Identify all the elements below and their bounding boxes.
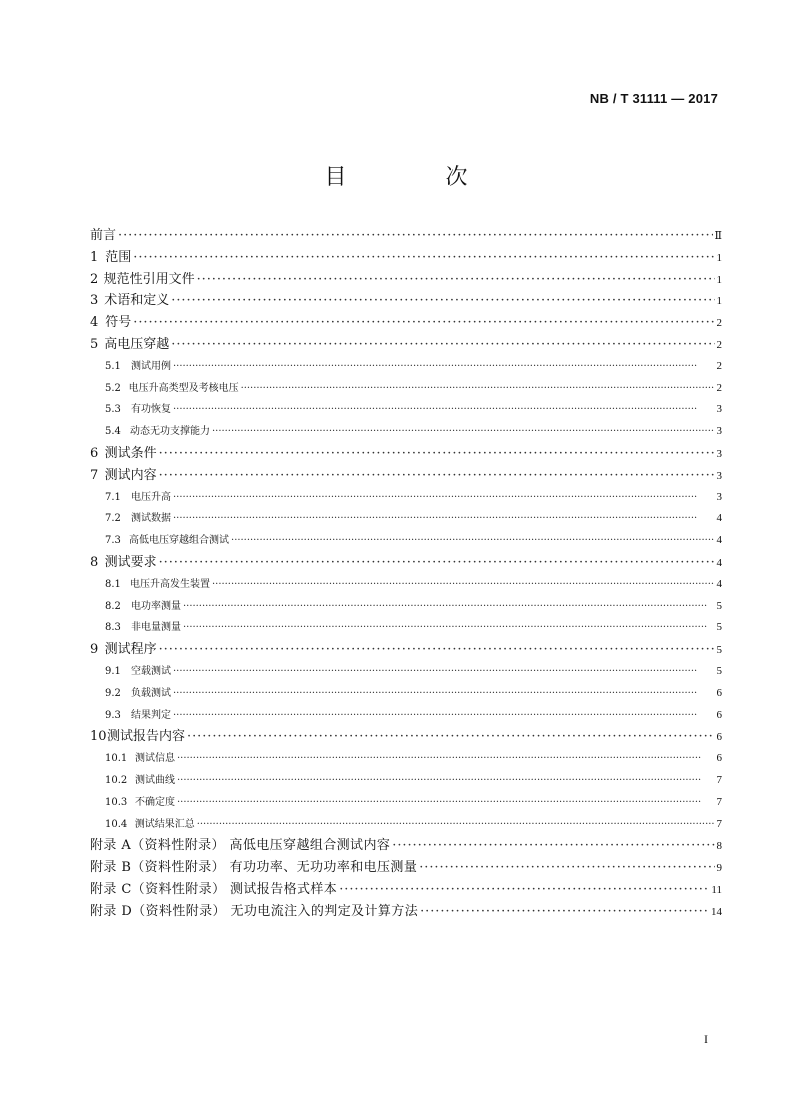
toc-leader-dots — [159, 465, 715, 487]
toc-entry-number: 10 — [90, 729, 107, 745]
toc-entry-label: 测试数据 — [131, 513, 171, 525]
toc-leader-dots — [197, 269, 715, 291]
toc-entry[interactable] — [90, 835, 722, 857]
toc-entry-label: 测试用例 — [131, 360, 171, 372]
toc-entry-label: 测试信息 — [135, 753, 175, 765]
toc-leader-dots — [241, 378, 715, 400]
toc-entry[interactable] — [90, 508, 722, 530]
toc-entry-number: 5 — [90, 336, 99, 352]
toc-entry[interactable] — [90, 356, 722, 378]
toc-leader-dots — [118, 225, 713, 247]
toc-entry-number: 5.2 — [105, 382, 121, 394]
standard-code: NB / T 31111 — 2017 — [589, 91, 718, 106]
toc-entry-number: 8.2 — [105, 600, 121, 612]
toc-leader-dots — [212, 574, 715, 596]
toc-entry-page: 5 — [716, 644, 722, 657]
toc-entry-number: 9.1 — [105, 665, 121, 677]
toc-entry-page: 4 — [716, 512, 722, 525]
toc-leader-dots — [173, 356, 715, 378]
toc-leader-dots — [177, 770, 715, 792]
page-title: 目 次 — [324, 165, 514, 190]
toc-entry[interactable] — [90, 639, 722, 661]
toc-leader-dots — [159, 443, 715, 465]
toc-entry-page: 1 — [716, 273, 722, 286]
toc-entry[interactable] — [90, 661, 722, 683]
toc-entry-page: 4 — [716, 577, 722, 590]
toc-entry-page: 6 — [716, 752, 722, 765]
toc-entry-number: 10.3 — [105, 796, 128, 808]
toc-entry-label: 电压升高发生装置 — [130, 578, 210, 590]
toc-entry-label: 负载测试 — [131, 687, 171, 699]
toc-entry-number: 5.4 — [105, 426, 121, 438]
toc-leader-dots — [177, 792, 715, 814]
toc-entry[interactable] — [90, 683, 722, 705]
toc-leader-dots — [159, 552, 715, 574]
toc-entry-label: 动态无功支撑能力 — [130, 426, 210, 438]
toc-entry-page: 3 — [716, 490, 722, 503]
toc-entry-label: 电压升高类型及考核电压 — [128, 382, 239, 394]
toc-entry[interactable] — [90, 770, 722, 792]
toc-entry[interactable] — [90, 443, 722, 465]
toc-leader-dots — [339, 879, 709, 901]
toc-entry-page: 9 — [716, 862, 722, 875]
toc-entry-label: 测试要求 — [104, 554, 157, 570]
toc-entry-label: 规范性引用文件 — [103, 271, 195, 287]
toc-entry-number: 8 — [90, 554, 99, 570]
toc-entry-number: 2 — [90, 271, 99, 287]
toc-entry-page: 3 — [716, 447, 722, 460]
toc-entry[interactable] — [90, 814, 722, 836]
toc-entry-page: 2 — [716, 359, 722, 372]
toc-entry-number: 10.2 — [105, 774, 128, 786]
toc-entry-label: 空载测试 — [131, 665, 171, 677]
toc-entry-page: 4 — [716, 556, 722, 569]
toc-entry-number: 1 — [90, 249, 99, 265]
toc-entry[interactable] — [90, 487, 722, 509]
toc-entry-page: 5 — [716, 664, 722, 677]
toc-entry-page: 6 — [716, 686, 722, 699]
toc-entry[interactable] — [90, 269, 722, 291]
toc-entry-label: 高低电压穿越组合测试 — [129, 535, 230, 547]
toc-entry-number: 10.1 — [105, 753, 128, 765]
toc-entry-page: 6 — [716, 731, 722, 744]
toc-entry-label: 不确定度 — [135, 796, 175, 808]
toc-entry-page: 4 — [716, 534, 722, 547]
toc-entry[interactable] — [90, 879, 722, 901]
toc-entry-number: 9.3 — [105, 709, 121, 721]
toc-entry-number: 7.2 — [105, 513, 121, 525]
toc-entry-label: 范围 — [105, 249, 132, 265]
toc-leader-dots — [171, 290, 714, 312]
toc-entry[interactable] — [90, 792, 722, 814]
toc-entry-number: 9 — [90, 642, 99, 658]
toc-entry-page: 7 — [716, 795, 722, 808]
toc-entry-label: 附录 A（资料性附录） 高低电压穿越组合测试内容 — [90, 838, 391, 854]
toc-entry[interactable] — [90, 857, 722, 879]
toc-entry-number: 3 — [90, 293, 99, 309]
toc-entry-page: 3 — [716, 469, 722, 482]
toc-entry-number: 8.3 — [105, 622, 121, 634]
toc-leader-dots — [173, 705, 715, 727]
toc-entry-label: 电功率测量 — [131, 600, 181, 612]
toc-leader-dots — [419, 857, 714, 879]
toc-entry-label: 测试条件 — [104, 445, 157, 461]
toc-entry-number: 5.3 — [105, 404, 121, 416]
toc-entry-label: 附录 B（资料性附录） 有功功率、无功功率和电压测量 — [90, 860, 418, 876]
toc-entry-label: 电压升高 — [131, 491, 171, 503]
toc-entry-page: 2 — [716, 317, 722, 330]
toc-entry-page: 8 — [716, 840, 722, 853]
toc-leader-dots — [171, 334, 714, 356]
toc-entry-page: 5 — [716, 621, 722, 634]
toc-entry-page: 3 — [716, 403, 722, 416]
toc-entry[interactable] — [90, 617, 722, 639]
toc-leader-dots — [173, 508, 715, 530]
toc-entry-label: 高电压穿越 — [104, 336, 170, 352]
toc-entry[interactable] — [90, 552, 722, 574]
toc-leader-dots — [177, 748, 715, 770]
toc-entry[interactable] — [90, 225, 722, 247]
toc-entry-label: 测试程序 — [104, 642, 157, 658]
toc-entry-page: 11 — [711, 883, 722, 896]
toc-entry-number: 7.1 — [105, 491, 121, 503]
toc-entry[interactable] — [90, 705, 722, 727]
toc-entry[interactable] — [90, 465, 722, 487]
toc-entry-page: 14 — [711, 905, 722, 918]
toc-leader-dots — [159, 639, 715, 661]
toc-entry-label: 附录 D（资料性附录） 无功电流注入的判定及计算方法 — [90, 903, 419, 919]
table-of-contents — [90, 225, 722, 923]
toc-entry-page: 5 — [716, 599, 722, 612]
toc-entry-page: 1 — [716, 251, 722, 264]
toc-entry[interactable] — [90, 421, 722, 443]
toc-entry-page: 7 — [716, 817, 722, 830]
toc-entry[interactable] — [90, 530, 722, 552]
toc-entry[interactable] — [90, 748, 722, 770]
toc-leader-dots — [173, 399, 715, 421]
toc-entry[interactable] — [90, 574, 722, 596]
toc-entry-label: 术语和定义 — [104, 293, 170, 309]
toc-entry-page: 7 — [716, 773, 722, 786]
toc-entry-number: 6 — [90, 445, 99, 461]
toc-entry-number: 7 — [90, 467, 99, 483]
toc-entry[interactable] — [90, 901, 722, 923]
toc-entry-label: 符号 — [105, 315, 132, 331]
toc-entry[interactable] — [90, 290, 722, 312]
toc-leader-dots — [420, 901, 709, 923]
toc-entry[interactable] — [90, 334, 722, 356]
toc-entry-page: 2 — [716, 381, 722, 394]
toc-leader-dots — [197, 814, 715, 836]
toc-leader-dots — [133, 312, 714, 334]
toc-entry[interactable] — [90, 399, 722, 421]
toc-entry-number: 4 — [90, 315, 99, 331]
toc-entry-number: 8.1 — [105, 578, 121, 590]
toc-leader-dots — [392, 835, 714, 857]
toc-entry-label: 附录 C（资料性附录） 测试报告格式样本 — [90, 881, 338, 897]
toc-leader-dots — [212, 421, 715, 443]
toc-entry[interactable] — [90, 378, 722, 400]
toc-leader-dots — [133, 247, 714, 269]
toc-leader-dots — [173, 661, 715, 683]
toc-entry-label: 测试曲线 — [135, 774, 175, 786]
toc-entry-page: 6 — [716, 708, 722, 721]
toc-entry-number: 9.2 — [105, 687, 121, 699]
toc-leader-dots — [173, 683, 715, 705]
toc-entry-label: 测试报告内容 — [106, 729, 185, 745]
toc-entry-page: 1 — [716, 295, 722, 308]
toc-entry-label: 前言 — [90, 228, 117, 243]
toc-entry-label: 测试结果汇总 — [134, 818, 195, 830]
toc-entry-number: 10.4 — [105, 818, 128, 830]
toc-entry-label: 有功恢复 — [131, 404, 171, 416]
toc-entry[interactable] — [90, 596, 722, 618]
toc-entry-label: 非电量测量 — [131, 622, 181, 634]
toc-entry-label: 测试内容 — [104, 467, 157, 483]
toc-entry[interactable] — [90, 726, 722, 748]
toc-entry-page: 2 — [716, 338, 722, 351]
toc-leader-dots — [183, 617, 715, 639]
toc-entry-number: 7.3 — [105, 535, 121, 547]
toc-entry-label: 结果判定 — [131, 709, 171, 721]
toc-entry[interactable] — [90, 312, 722, 334]
toc-leader-dots — [183, 596, 715, 618]
toc-leader-dots — [173, 487, 715, 509]
toc-entry-number: 5.1 — [105, 360, 121, 372]
toc-entry-page: Ⅱ — [714, 230, 722, 242]
toc-leader-dots — [187, 726, 715, 748]
toc-entry[interactable] — [90, 247, 722, 269]
page-number: I — [704, 1032, 708, 1046]
toc-leader-dots — [231, 530, 714, 552]
toc-entry-page: 3 — [716, 425, 722, 438]
